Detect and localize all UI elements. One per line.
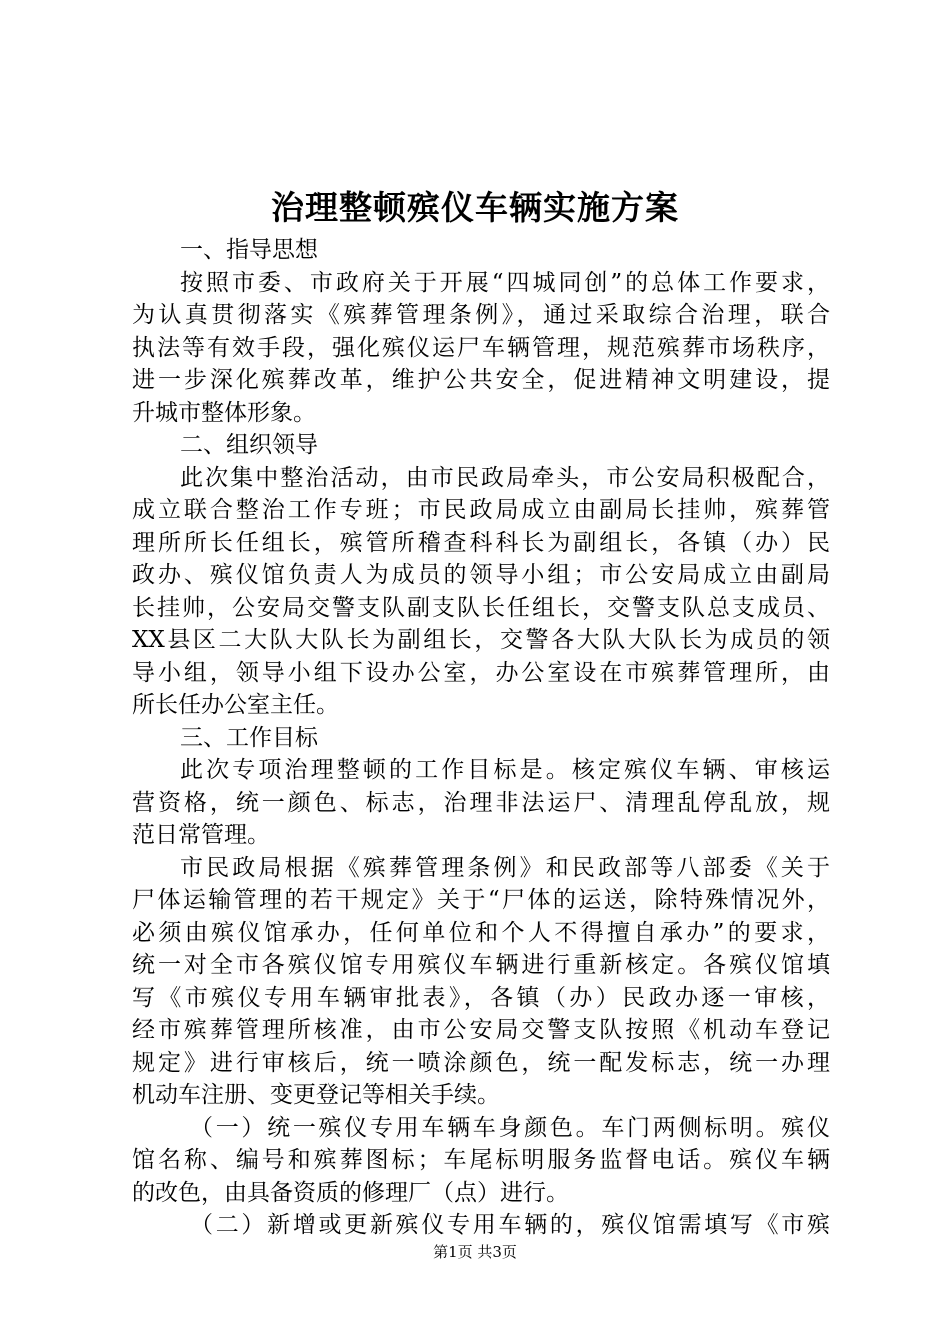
page-footer: 第1页 共3页 bbox=[433, 1243, 517, 1261]
text-line: 统一对全市各殡仪馆专用殡仪车辆进行重新核定。各殡仪馆填 bbox=[132, 952, 830, 978]
text-line: 一、指导思想 bbox=[180, 237, 318, 263]
text-line: 此次集中整治活动，由市民政局牵头，市公安局积极配合， bbox=[180, 464, 830, 491]
text-line: 机动车注册、变更登记等相关手续。 bbox=[132, 1082, 500, 1108]
text-line: 为认真贯彻落实《殡葬管理条例》，通过采取综合治理，联合 bbox=[132, 302, 830, 328]
document-body bbox=[132, 234, 830, 1242]
text-line: 规定》进行审核后，统一喷涂颜色，统一配发标志，统一办理 bbox=[132, 1049, 830, 1076]
text-line: 长挂帅，公安局交警支队副支队长任组长，交警支队总支成员、 bbox=[132, 594, 830, 621]
text-line: 进一步深化殡葬改革，维护公共安全，促进精神文明建设，提 bbox=[132, 367, 830, 393]
text-line: 营资格，统一颜色、标志，治理非法运尸、清理乱停乱放，规 bbox=[132, 789, 830, 816]
text-line: 按照市委、市政府关于开展“四城同创”的总体工作要求， bbox=[180, 269, 830, 296]
text-line: 市民政局根据《殡葬管理条例》和民政部等八部委《关于 bbox=[180, 854, 830, 881]
text-line: 理所所长任组长，殡管所稽查科科长为副组长，各镇（办）民 bbox=[132, 529, 830, 556]
text-line: 三、工作目标 bbox=[180, 724, 318, 751]
text-line: 所长任办公室主任。 bbox=[132, 692, 339, 718]
text-line: 经市殡葬管理所核准，由市公安局交警支队按照《机动车登记 bbox=[132, 1017, 830, 1043]
text-line: 导小组，领导小组下设办公室，办公室设在市殡葬管理所，由 bbox=[132, 659, 830, 686]
page-title: 治理整顿殡仪车辆实施方案 bbox=[271, 188, 679, 227]
text-line: 必须由殡仪馆承办，任何单位和个人不得擅自承办”的要求， bbox=[132, 919, 830, 946]
text-line: 成立联合整治工作专班；市民政局成立由副局长挂帅，殡葬管 bbox=[132, 497, 830, 523]
text-line: 政办、殡仪馆负责人为成员的领导小组；市公安局成立由副局 bbox=[132, 562, 830, 588]
text-line: 尸体运输管理的若干规定》关于“尸体的运送，除特殊情况外， bbox=[132, 887, 830, 913]
text-line: （二）新增或更新殡仪专用车辆的，殡仪馆需填写《市殡 bbox=[190, 1212, 830, 1238]
text-line: （一）统一殡仪专用车辆车身颜色。车门两侧标明。殡仪 bbox=[190, 1114, 830, 1141]
text-line: XX县区二大队大队长为副组长，交警各大队大队长为成员的领 bbox=[132, 627, 830, 653]
text-line: 此次专项治理整顿的工作目标是。核定殡仪车辆、审核运 bbox=[180, 757, 830, 783]
text-line: 二、组织领导 bbox=[180, 432, 318, 458]
text-line: 写《市殡仪专用车辆审批表》，各镇（办）民政办逐一审核， bbox=[132, 984, 830, 1011]
text-line: 馆名称、编号和殡葬图标；车尾标明服务监督电话。殡仪车辆 bbox=[132, 1147, 830, 1173]
text-line: 升城市整体形象。 bbox=[132, 399, 316, 426]
text-line: 的改色，由具备资质的修理厂（点）进行。 bbox=[132, 1179, 569, 1206]
text-line: 范日常管理。 bbox=[132, 822, 270, 848]
text-line: 执法等有效手段，强化殡仪运尸车辆管理，规范殡葬市场秩序， bbox=[132, 334, 830, 361]
